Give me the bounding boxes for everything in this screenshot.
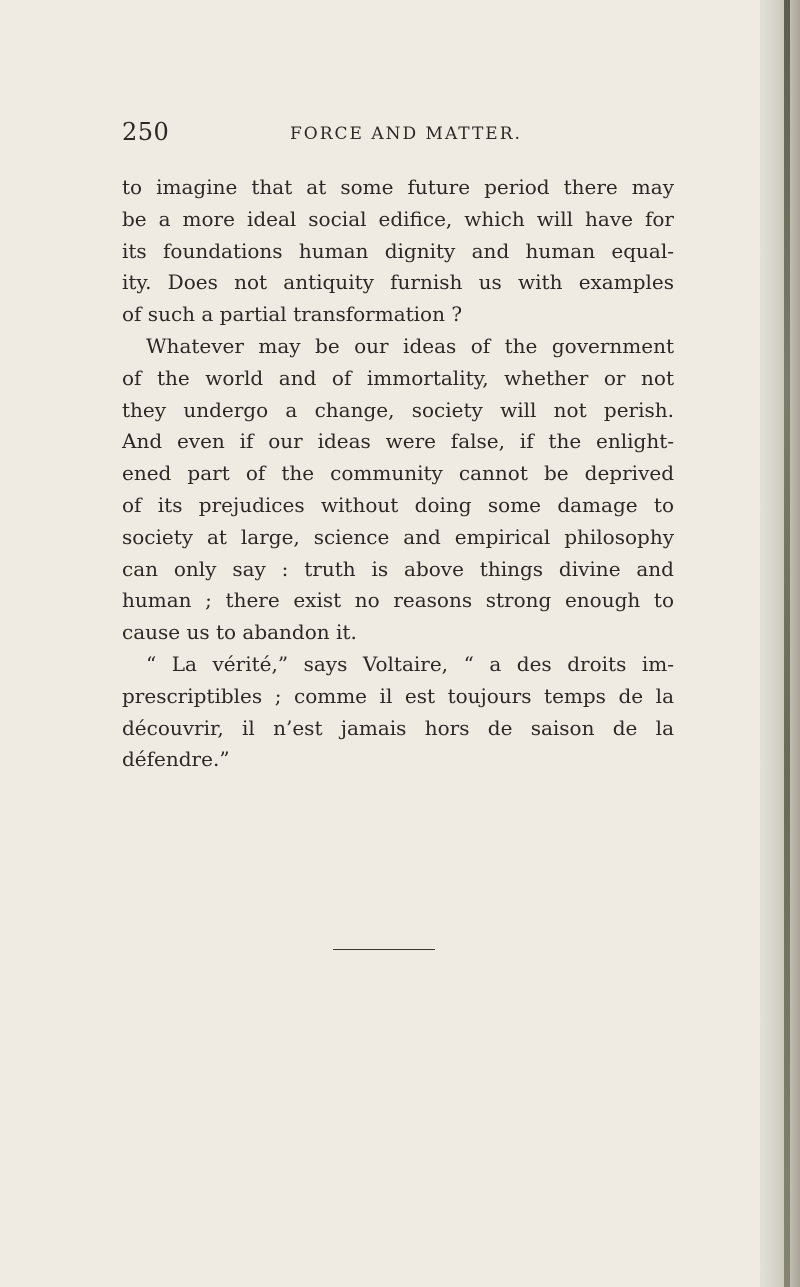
text-line: And even if our ideas were false, if the enlight- [122, 429, 674, 454]
text-line: human ; there exist no reasons strong enough to [122, 588, 674, 613]
text-line: its foundations human dignity and human equal- [122, 238, 674, 263]
page-header [122, 118, 682, 158]
page-number: 250 [122, 118, 170, 146]
text-line: Whatever may be our ideas of the government [146, 333, 674, 358]
text-line: of the world and of immortality, whether or not [122, 365, 674, 390]
text-line: “ La vérité,” says Voltaire, “ a des droits im- [146, 651, 674, 676]
text-line: cause us to abandon it. [122, 620, 357, 645]
text-line: they undergo a change, society will not perish. [122, 397, 674, 422]
text-line: be a more ideal social edifice, which will have for [122, 206, 674, 231]
text-line: to imagine that at some future period there may [122, 175, 674, 199]
page-edge [760, 0, 800, 1287]
binding-shadow [784, 0, 790, 1287]
text-line: of its prejudices without doing some damage to [122, 492, 674, 517]
text-line: défendre.” [122, 747, 230, 772]
section-rule [333, 949, 435, 950]
text-line: prescriptibles ; comme il est toujours temps de la [122, 683, 674, 708]
running-head: FORCE AND MATTER. [290, 124, 522, 144]
text-line: découvrir, il n’est jamais hors de saison de la [122, 715, 674, 740]
text-line: ity. Does not antiquity furnish us with examples [122, 270, 674, 295]
text-line: ened part of the community cannot be deprived [122, 461, 674, 486]
body-text [122, 172, 674, 776]
text-line: can only say : truth is above things divine and [122, 556, 674, 581]
text-line: of such a partial transformation ? [122, 302, 463, 327]
text-line: society at large, science and empirical philosophy [122, 524, 674, 549]
